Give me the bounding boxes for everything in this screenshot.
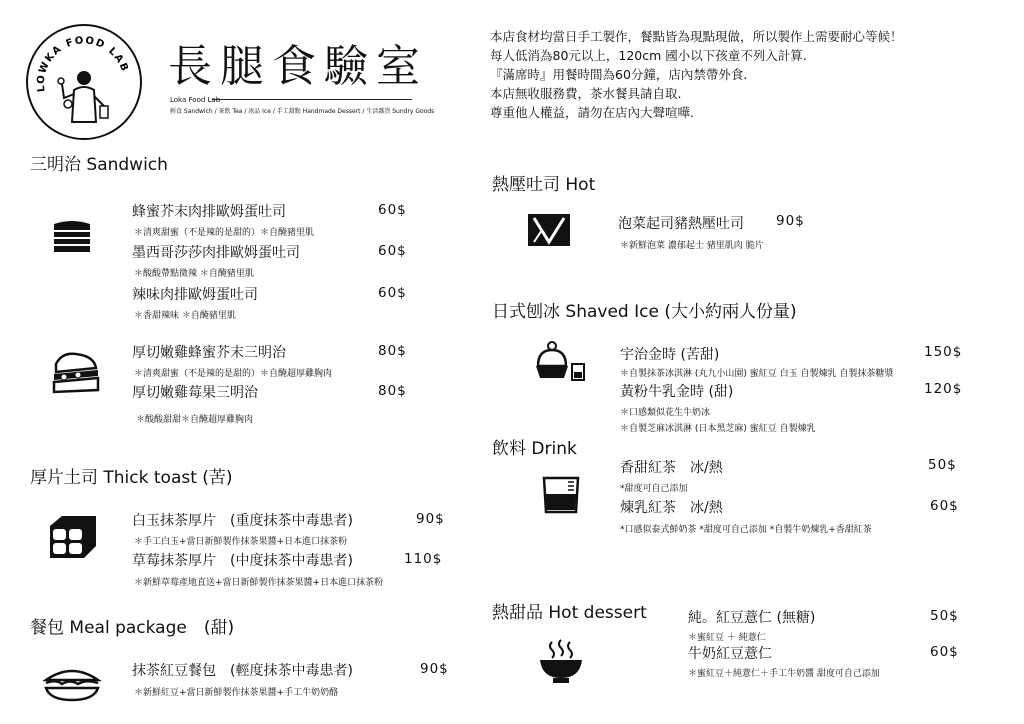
menu-item-note: ＊自製芝麻冰淇淋 (日本黑芝麻) 蜜紅豆 自製煉乳 — [620, 424, 816, 434]
filled-sandwich-icon — [48, 350, 104, 396]
menu-item-note: ＊新鮮草莓產地直送+當日新鮮製作抹茶果醬+日本進口抹茶粉 — [134, 578, 384, 588]
drink-glass-icon — [538, 474, 584, 516]
chef-figure-icon — [28, 26, 140, 138]
menu-item-name: 白玉抹茶厚片 (重度抹茶中毒患者) — [132, 513, 353, 529]
shaved-ice-icon — [534, 338, 590, 384]
menu-item-name: 煉乳紅茶 冰/熱 — [620, 500, 723, 516]
section-title-shaved-ice: 日式刨冰 Shaved Ice (大小約兩人份量) — [492, 302, 797, 322]
brand-title: 長腿食驗室 — [168, 41, 428, 92]
menu-item-price: 90$ — [420, 661, 449, 677]
meal-bun-icon — [42, 664, 102, 704]
thick-toast-icon — [44, 512, 100, 562]
menu-item-price: 150$ — [924, 344, 963, 360]
brand-divider — [212, 99, 412, 100]
menu-item-note: ＊酸酸帶點微辣 ＊自醃豬里肌 — [134, 269, 254, 279]
notice-line: 本店食材均當日手工製作，餐點皆為現點現做，所以製作上需要耐心等候！ — [490, 29, 903, 44]
menu-item-note: ＊手工白玉+當日新鮮製作抹茶果醬+日本進口抹茶粉 — [134, 537, 348, 547]
menu-item-note: ＊清爽甜蜜（不是辣的是甜的）＊自醃超厚雞胸肉 — [134, 369, 333, 379]
logo-ring-text: LOWKA FOOD LAB — [35, 35, 131, 93]
menu-item-note: ＊蜜紅豆＋純薏仁＋手工牛奶醬 甜度可自己添加 — [688, 669, 880, 679]
section-title-hot-toast: 熱壓吐司 Hot — [492, 175, 596, 195]
menu-item-name: 草莓抹茶厚片 (中度抹茶中毒患者) — [132, 553, 353, 569]
menu-item-note: ＊口感類似花生牛奶冰 — [620, 408, 711, 418]
menu-item-price: 120$ — [924, 381, 963, 397]
menu-item-note: ＊酸酸甜甜＊自醃超厚雞胸肉 — [136, 415, 254, 425]
notice-line: 每人低消為80元以上，120cm 國小以下孩童不列入計算. — [490, 48, 807, 63]
section-title-thick-toast: 厚片土司 Thick toast (苦) — [30, 468, 233, 488]
menu-item-name: 厚切嫩雞莓果三明治 — [132, 385, 258, 401]
menu-item-price: 60$ — [930, 644, 959, 660]
menu-item-name: 厚切嫩雞蜂蜜芥末三明治 — [132, 345, 286, 361]
menu-item-price: 60$ — [378, 243, 407, 259]
menu-item-name: 黃粉牛乳金時 (甜) — [620, 384, 734, 400]
menu-item-note: ＊香甜辣味 ＊自醃豬里肌 — [134, 311, 236, 321]
menu-item-note: ＊清爽甜蜜（不是辣的是甜的）＊自醃豬里肌 — [134, 228, 315, 238]
brand-logo — [26, 24, 142, 140]
notice-line: 本店無收服務費，茶水餐具請自取. — [490, 86, 682, 101]
steaming-bowl-icon — [536, 638, 586, 686]
menu-item-note: ＊自製抹茶冰淇淋 (丸九小山園) 蜜紅豆 白玉 自製煉乳 自製抹茶糖漿 — [620, 369, 894, 379]
menu-item-price: 50$ — [928, 457, 957, 473]
notice-line: 『滿席時』用餐時間為60分鐘，店內禁帶外食. — [490, 67, 748, 82]
notice-line: 尊重他人權益，請勿在店內大聲喧嘩. — [490, 105, 694, 120]
section-title-sandwich: 三明治 Sandwich — [30, 155, 168, 175]
menu-item-note: ＊新鮮泡菜 濃郁起士 豬里肌肉 脆片 — [620, 241, 764, 251]
section-title-hot-dessert: 熱甜品 Hot dessert — [492, 603, 647, 623]
pressed-toast-icon — [524, 210, 574, 250]
menu-item-name: 香甜紅茶 冰/熱 — [620, 460, 723, 476]
menu-item-price: 60$ — [378, 285, 407, 301]
menu-item-name: 蜂蜜芥末肉排歐姆蛋吐司 — [132, 204, 286, 220]
menu-item-note: ＊新鮮紅豆+當日新鮮製作抹茶果醬+手工牛奶奶酪 — [134, 688, 339, 698]
menu-item-name: 墨西哥莎莎肉排歐姆蛋吐司 — [132, 245, 300, 261]
menu-item-name: 純。紅豆薏仁 (無糖) — [688, 610, 816, 626]
menu-item-price: 110$ — [404, 551, 443, 567]
section-title-meal-package: 餐包 Meal package (甜) — [30, 618, 235, 638]
menu-item-price: 50$ — [930, 608, 959, 624]
menu-item-name: 辣味肉排歐姆蛋吐司 — [132, 287, 258, 303]
menu-item-price: 80$ — [378, 343, 407, 359]
menu-item-name: 抹茶紅豆餐包 (輕度抹茶中毒患者) — [132, 663, 353, 679]
menu-item-price: 80$ — [378, 383, 407, 399]
menu-item-note: *甜度可自己添加 — [620, 484, 688, 494]
menu-item-price: 60$ — [930, 498, 959, 514]
menu-item-name: 宇治金時 (苦甜) — [620, 347, 720, 363]
brand-english-name: Loka Food Lab — [170, 96, 221, 104]
menu-item-price: 90$ — [776, 213, 805, 229]
menu-item-price: 60$ — [378, 202, 407, 218]
brand-subtitle: 輕食 Sandwich / 茶飲 Tea / 冰品 Ice / 手工甜點 Handmade Dessert / 生活雜貨 Sundry Goods — [170, 108, 435, 115]
store-notices — [490, 27, 903, 122]
section-title-drink: 飲料 Drink — [492, 439, 577, 459]
menu-item-name: 牛奶紅豆薏仁 — [688, 646, 772, 662]
sandwich-stack-icon — [48, 218, 96, 258]
menu-item-price: 90$ — [416, 511, 445, 527]
menu-item-note: ＊蜜紅豆 ＋ 純薏仁 — [688, 633, 766, 643]
menu-item-note: *口感似泰式鮮奶茶 *甜度可自己添加 *自製牛奶煉乳+香甜紅茶 — [620, 525, 872, 535]
menu-item-name: 泡菜起司豬熱壓吐司 — [618, 216, 744, 232]
